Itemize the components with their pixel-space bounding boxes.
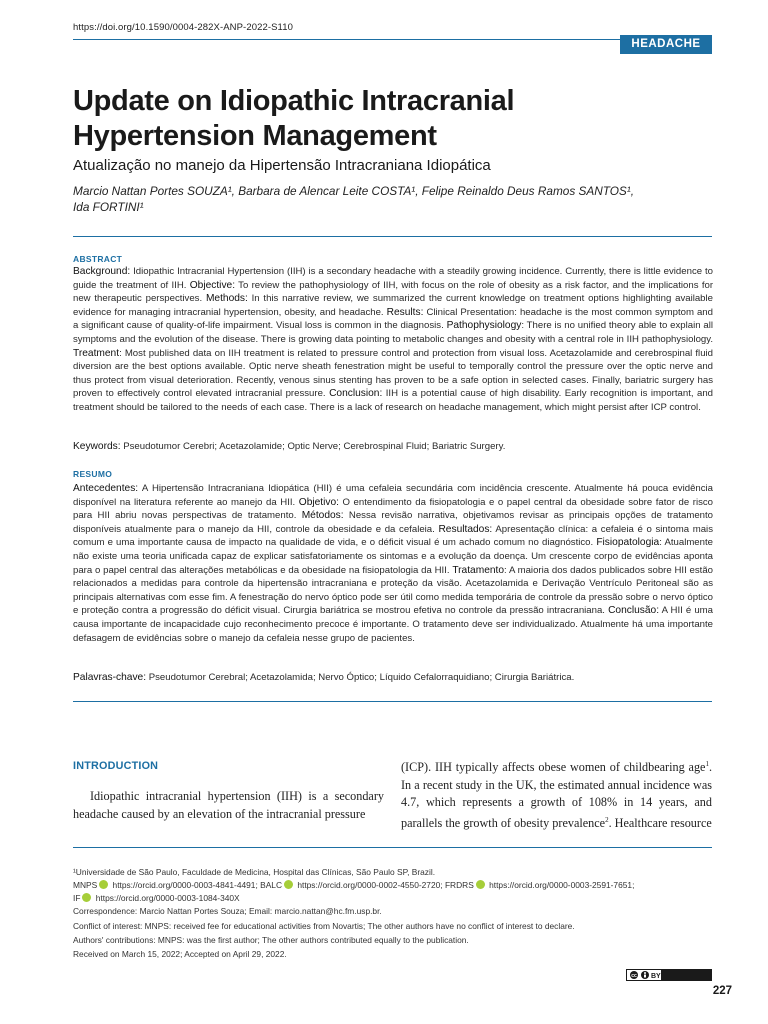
author-contributions bbox=[73, 934, 713, 947]
palavras-chave bbox=[73, 671, 713, 684]
intro-col2-b: . In a recent study in the UK, the estimated annual incidence was 4.7, which represents a growth of 108% in 14 years, and parallels the growth of obesity prevalence bbox=[401, 760, 712, 830]
authors-line-2: Ida FORTINI¹ bbox=[73, 200, 144, 214]
resumo-heading: RESUMO bbox=[73, 469, 113, 479]
background-text: Idiopathic Intracranial Hypertension (IIH) is a secondary headache with a steadily growing incidence. Currently, there is little evidence to guide the treatment of IIH. bbox=[73, 266, 713, 291]
orcid-icon bbox=[82, 893, 91, 902]
article-subtitle: Atualização no manejo da Hipertensão Intracraniana Idiopática bbox=[73, 157, 491, 174]
footnote-rule bbox=[73, 847, 712, 848]
methods-label: Methods: bbox=[205, 293, 248, 305]
section-tag: HEADACHE bbox=[620, 35, 712, 54]
fisiopatologia-text: : Atualmente não existe uma teoria unificada capaz de explicar satisfatoriamente os sintomas e a evolução da doença. Um crescente corpo de evidências aponta para o papel central das alterações metabólicas e da obesidade na fisiopatologia da HII. bbox=[73, 537, 713, 576]
orcid-balc-label: BALC bbox=[260, 880, 283, 890]
orcid-if-link[interactable]: https://orcid.org/0000-0003-1084-340X bbox=[93, 892, 240, 903]
contrib-label: Authors' contributions: bbox=[73, 935, 156, 945]
intro-column-2 bbox=[401, 756, 712, 832]
orcid-mnps-label: MNPS bbox=[73, 880, 98, 890]
pathophysiology-label: Pathophysiology bbox=[446, 320, 522, 332]
metodos-label: Métodos: bbox=[301, 510, 344, 522]
intro-column-1 bbox=[73, 788, 384, 823]
intro-col2-c: . Healthcare resource bbox=[608, 815, 712, 830]
intro-col2-a: (ICP). IIH typically affects obese women of childbearing age bbox=[401, 760, 706, 775]
palavras-label: Palavras-chave: bbox=[73, 672, 147, 683]
cc-glyph: cc bbox=[631, 973, 637, 979]
tratamento-label: Tratamento bbox=[452, 564, 505, 576]
resultados-label: Resultados: bbox=[438, 523, 493, 535]
resultados-text: Apresentação clínica: a cefaleia é o sintoma mais comum e uma importante causa de impacto na qualidade de vida, e o déficit visual é um achado comum no diagnóstico. bbox=[73, 523, 713, 549]
metodos-text: Nessa revisão narrativa, objetivamos revisar as principais opções de tratamento disponíveis atualmente para o manejo da HII, controle da obesidade e da cefaleia. bbox=[73, 510, 713, 535]
pathophysiology-text: : There is no unified theory able to explain all symptoms and the evolution of the disease. There is growing data pointing to metabolic changes and obesity with a central role in IIH pathophysiology. bbox=[73, 320, 713, 345]
correspondence-text: Marcio Nattan Portes Souza; Email: marcio.nattan@hc.fm.usp.br. bbox=[137, 906, 382, 916]
title-line-2: Hypertension Management bbox=[73, 120, 437, 152]
conclusao-text: A HII é uma causa importante de incapacidade cujo reconhecimento precoce é importante. O tratamento deve ser individualizado. Atualmente há uma importante defasagem de evidências sobre o manejo da cefaleia nesse grupo de pacientes. bbox=[73, 605, 713, 644]
antecedentes-text: A Hipertensão Intracraniana Idiopática (HII) é uma cefaleia secundária com incidência crescente. Atualmente há pouca evidência disponível na literatura referente ao manejo da HII. bbox=[73, 483, 713, 508]
tratamento-text: : A maioria dos dados publicados sobre HII estão relacionados a medidas para controle da hipertensão intracraniana e proteção da visão. Acetazolamida e Derivação Ventrículo Peritoneal são as principais alternativas com esse fim. A fenestração do nervo óptico pode ser útil como medida temporária de controle da pressão sobre o nervo óptico e proteção contra a progressão do déficit visual. Cirurgia bariátrica se mostrou efetiva no controle da pressão intracraniana. bbox=[73, 564, 713, 617]
orcid-balc-link[interactable]: https://orcid.org/0000-0002-4550-2720; bbox=[295, 880, 445, 890]
orcid-icon bbox=[476, 880, 485, 889]
conflict-of-interest bbox=[73, 920, 713, 933]
abstract-heading: ABSTRACT bbox=[73, 254, 123, 264]
orcid-if-label: IF bbox=[73, 892, 81, 903]
orcid-icon bbox=[99, 880, 108, 889]
affiliation: ¹Universidade de São Paulo, Faculdade de Medicina, Hospital das Clínicas, São Paulo SP, Brazil. bbox=[73, 867, 436, 877]
header-rule bbox=[73, 39, 712, 40]
article-title bbox=[73, 84, 693, 154]
introduction-heading: INTRODUCTION bbox=[73, 760, 159, 772]
results-label: Results: bbox=[386, 306, 424, 318]
orcid-icon bbox=[284, 880, 293, 889]
orcid-frdrs-label: FRDRS bbox=[444, 880, 474, 890]
conclusion-text: IIH is a potential cause of high disability. Early recognition is important, and treatment should be tailored to the needs of each case. There is a lack of research on headache management, which might persist after ICP control. bbox=[73, 388, 713, 413]
ref-1[interactable]: 1 bbox=[705, 760, 709, 768]
abstract-bottom-rule bbox=[73, 701, 712, 702]
title-line-1: Update on Idiopathic Intracranial bbox=[73, 85, 515, 117]
keywords-text: Pseudotumor Cerebri; Acetazolamide; Optic Nerve; Cerebrospinal Fluid; Bariatric Surgery. bbox=[120, 441, 506, 452]
by-label: BY bbox=[651, 973, 661, 980]
authors-line-1: Marcio Nattan Portes SOUZA¹, Barbara de Alencar Leite COSTA¹, Felipe Reinaldo Deus Ramos SANTOS¹, bbox=[73, 184, 635, 198]
by-person-body bbox=[644, 975, 646, 978]
keywords-label: Keywords: bbox=[73, 441, 121, 452]
author-list bbox=[73, 183, 713, 215]
palavras-text: Pseudotumor Cerebral; Acetazolamida; Nervo Óptico; Líquido Cefalorraquidiano; Cirurgia Bariátrica. bbox=[146, 672, 575, 683]
page-number: 227 bbox=[712, 985, 732, 997]
objective-text: To review the pathophysiology of IIH, with focus on the role of obesity as a risk factor, and the implications for new therapeutic perspectives. bbox=[73, 279, 714, 305]
abstract-top-rule bbox=[73, 236, 712, 237]
conflict-text: MNPS: received fee for educational activities from Novartis; The other authors have no conflict of interest to declare. bbox=[142, 921, 575, 931]
objetivo-text: O entendimento da fisiopatologia e o papel central da obesidade sobre fator de risco para HII abriu novas perspectivas de tratamento. bbox=[73, 496, 713, 522]
results-text: Clinical Presentation: headache is the most common symptom and a significant cause of quality-of-life impairment. Visual loss is common in the diagnosis. bbox=[73, 306, 713, 332]
objetivo-label: Objetivo: bbox=[298, 496, 339, 508]
abstract-body bbox=[73, 265, 713, 415]
cc-by-license-badge[interactable] bbox=[626, 969, 712, 981]
conclusion-label: Conclusion: bbox=[329, 388, 383, 400]
background-label: Background: bbox=[73, 266, 131, 277]
correspondence-label: Correspondence: bbox=[73, 906, 138, 916]
conflict-label: Conflict of interest: bbox=[73, 921, 143, 931]
objective-label: Objective: bbox=[189, 279, 236, 291]
fisiopatologia-label: Fisiopatologia bbox=[596, 537, 660, 549]
methods-text: In this narrative review, we summarized the current knowledge on treatment options highlighting available evidence for managing intracranial hypertension, obesity, and headache. bbox=[73, 293, 713, 318]
resumo-body bbox=[73, 482, 713, 645]
orcid-mnps-link[interactable]: https://orcid.org/0000-0003-4841-4491; bbox=[110, 880, 261, 890]
treatment-text: : Most published data on IIH treatment is related to pressure control and protection from visual loss. Acetazolamide and cerebrospinal fluid diversion are the best options available. Optic nerve sheath fenestration might be useful to temporally control the pressure over the optic nerve and thus protect from visual deterioration. Recently, venous sinus stenting has proven to be a safe option in selected cases. Finally, bariatric surgery has proven to effectively control elevated intracranial pressure. bbox=[73, 347, 713, 400]
contrib-text: MNPS: was the first author; The other authors contributed equally to the publication. bbox=[155, 935, 469, 945]
correspondence bbox=[73, 905, 713, 918]
doi-link[interactable]: https://doi.org/10.1590/0004-282X-ANP-2022-S110 bbox=[73, 22, 294, 33]
ref-2[interactable]: 2 bbox=[605, 815, 609, 824]
by-person-head bbox=[644, 972, 646, 974]
antecedentes-label: Antecedentes: bbox=[73, 483, 139, 494]
intro-col1-text: Idiopathic intracranial hypertension (IIH) is a secondary headache caused by an elevation of the intracranial pressure bbox=[73, 789, 384, 821]
conclusao-label: Conclusão: bbox=[608, 605, 660, 617]
keywords bbox=[73, 440, 713, 453]
orcid-frdrs-link[interactable]: https://orcid.org/0000-0003-2591-7651; bbox=[486, 880, 635, 890]
orcid-list bbox=[73, 879, 713, 904]
treatment-label: Treatment bbox=[73, 347, 120, 359]
received-dates: Received on March 15, 2022; Accepted on April 29, 2022. bbox=[73, 949, 287, 959]
